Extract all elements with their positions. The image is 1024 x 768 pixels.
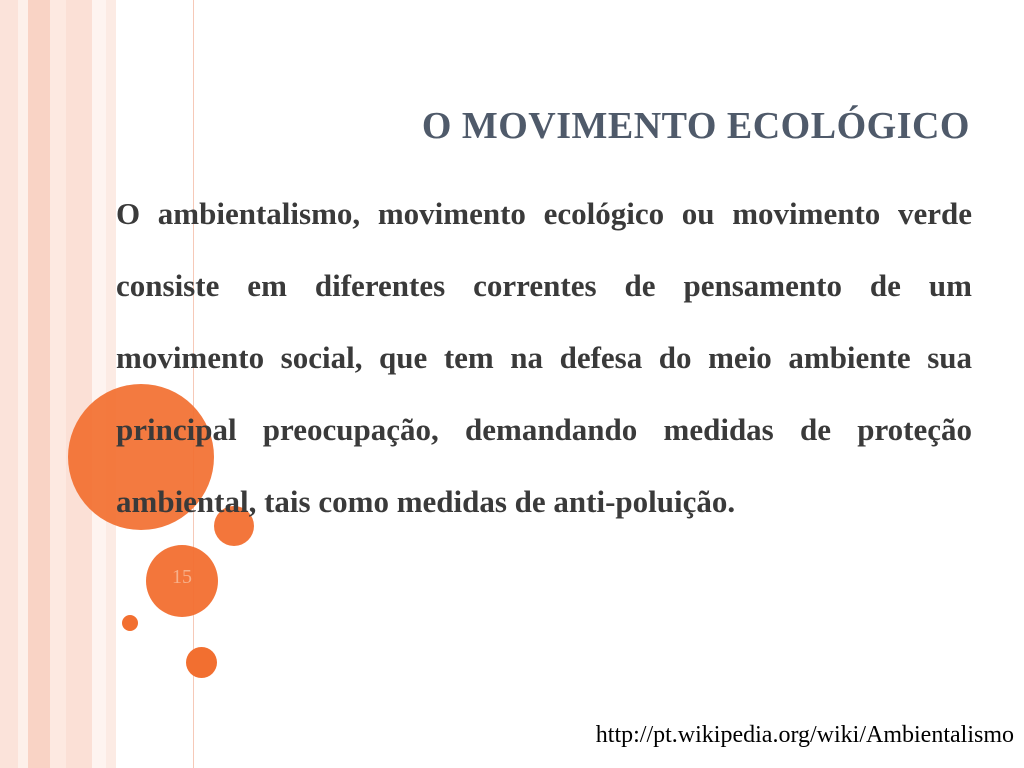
decorative-stripe (50, 0, 66, 768)
decorative-stripe (18, 0, 28, 768)
decorative-stripe (28, 0, 50, 768)
slide-title: O MOVIMENTO ECOLÓGICO (421, 105, 970, 147)
decorative-circle-dot (186, 647, 217, 678)
decorative-stripe (66, 0, 92, 768)
decorative-circle-tiny (122, 615, 138, 631)
source-link[interactable]: http://pt.wikipedia.org/wiki/Ambientalismo (595, 722, 1014, 748)
decorative-stripe (106, 0, 116, 768)
page-number: 15 (172, 566, 192, 588)
decorative-stripe (92, 0, 106, 768)
slide-body-text: O ambientalismo, movimento ecológico ou movimento verde consiste em diferentes correntes de pensamento de um movimento social, que tem na defesa do meio ambiente sua principal preocupação, demandando medidas de proteção ambiental, tais como medidas de anti-poluição. (116, 196, 972, 519)
decorative-stripe (0, 0, 18, 768)
